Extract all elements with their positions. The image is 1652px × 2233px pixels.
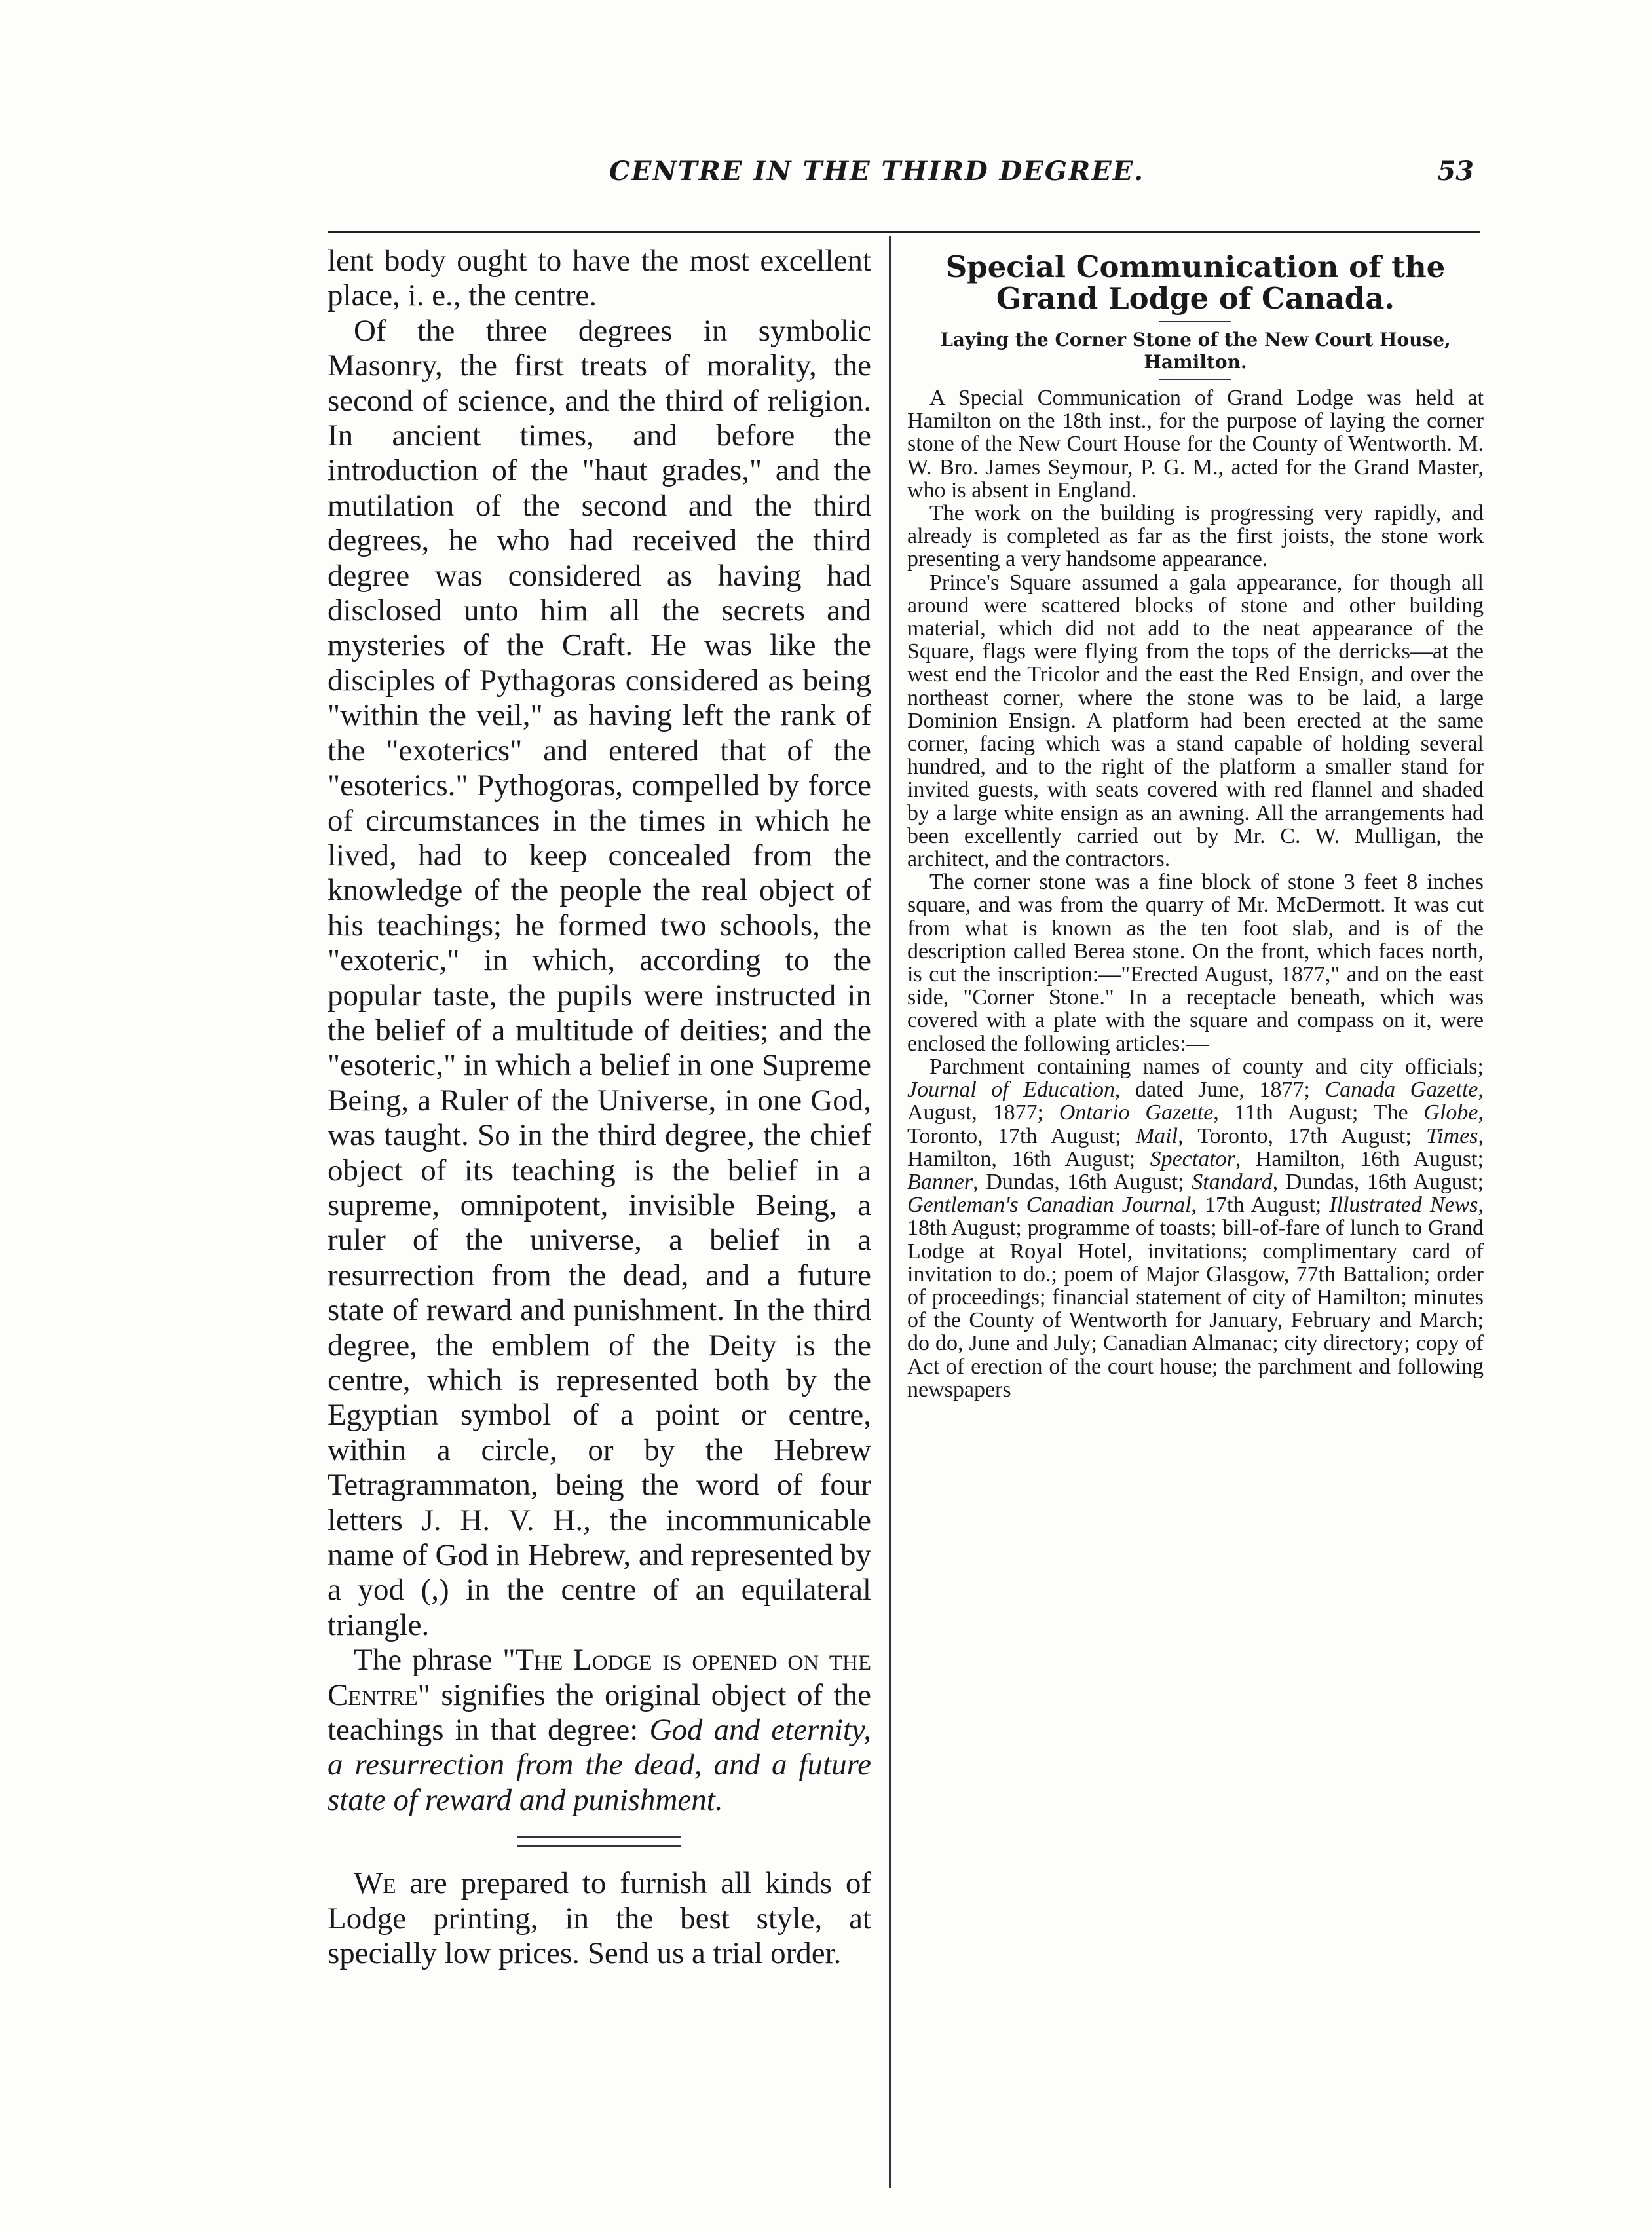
right-paragraph-5: [907, 1055, 1484, 1401]
left-p3-rest: " signifies the original object of the teachings in that degree:: [328, 1678, 871, 1748]
article-title: Special Communication of the Grand Lodge of Canada.: [945, 250, 1446, 316]
p5-t: Gentleman's Canadian Journal: [907, 1193, 1192, 1218]
left-p3-lead: The phrase ": [354, 1643, 516, 1678]
p5-w: , 18th August; programme of toasts; bill-of-fare of lunch to Grand Lodge at Royal Hotel, invitations; complimentary card of invitation to do.; poem of Major Glasgow, 77th Battalion; order of proceedings; financial statement of city of Hamilton; minutes of the County of Wentworth for January, February and March; do do, June and July; Canadian Almanac; city directory; copy of Act of erection of the court house; the parchment and following newspapers: [907, 1193, 1484, 1402]
column-divider: [889, 236, 891, 2188]
subtitle-rule: [1159, 379, 1231, 380]
left-paragraph-1: lent body ought to have the most excellent place, i. e., the centre.: [328, 244, 871, 313]
running-title: CENTRE IN THE THIRD DEGREE.: [609, 156, 1145, 187]
left-p3-smallcaps: The Lodge is opened on the Centre: [328, 1643, 871, 1712]
p5-p: Banner: [907, 1169, 973, 1194]
header-rule: [328, 231, 1480, 233]
p5-m: , Hamilton, 16th August;: [907, 1123, 1484, 1171]
right-paragraph-1: A Special Communication of Grand Lodge was held at Hamilton on the 18th inst., for the purpose of laying the corner stone of the New Court House for the County of Wentworth. M. W. Bro. James Seymour, P. G. M., acted for the Grand Master, who is absent in England.: [907, 386, 1484, 502]
printing-notice: [328, 1866, 871, 1971]
p5-c: , dated June, 1877;: [1115, 1078, 1325, 1102]
p5-o: , Hamilton, 16th August;: [1235, 1146, 1484, 1171]
notice-text: are prepared to furnish all kinds of Lodge printing, in the best style, at specially low prices. Send us a trial order.: [328, 1866, 871, 1971]
p5-i: , Toronto, 17th August;: [907, 1100, 1484, 1148]
notice-smallcaps: We: [354, 1866, 396, 1901]
right-column: [907, 244, 1484, 2196]
p5-g: , 11th August; The: [1213, 1100, 1424, 1125]
p5-a: Parchment containing names of county and city officials;: [929, 1054, 1484, 1079]
p5-q: , Dundas, 16th August;: [973, 1169, 1192, 1194]
left-paragraph-2: Of the three degrees in symbolic Masonry, the first treats of morality, the second of science, and the third of religion. In ancient times, and before the introduction of the "haut grades," and the mutilation of the second and the third degrees, he who had received the third degree was considered as having had disclosed unto him all the secrets and mysteries of the Craft. He was like the disciples of Pythagoras considered as being "within the veil," as having left the rank of the "exoterics" and entered that of the "esoterics." Pythogoras, compelled by force of circumstances in the times in which he lived, had to keep concealed from the knowledge of the people the real object of his teachings; he formed two schools, the "exoteric," in which, according to the popular taste, the pupils were instructed in the belief of a multitude of deities; and the "esoteric," in which a belief in one Supreme Being, a Ruler of the Universe, in one God, was taught. So in the third degree, the chief object of its teaching is the belief in a supreme, omnipotent, invisible Being, a ruler of the universe, a belief in a resurrection from the dead, and a future state of reward and punishment. In the third degree, the emblem of the Deity is the centre, which is represented both by the Egyptian symbol of a point or centre, within a circle, or by the Hebrew Tetragrammaton, being the word of four letters J. H. V. H., the incommunicable name of God in Hebrew, and represented by a yod (,) in the centre of an equilateral triangle.: [328, 313, 871, 1642]
p5-r: Standard: [1192, 1169, 1273, 1194]
left-p3-italic: God and eternity, a resurrection from the dead, and a future state of reward and punishment.: [328, 1713, 871, 1817]
p5-b: Journal of Education: [907, 1078, 1115, 1102]
p5-s: , Dundas, 16th August;: [1272, 1169, 1484, 1194]
p5-l: Times: [1426, 1123, 1478, 1148]
p5-k: , Toronto, 17th August;: [1178, 1123, 1427, 1148]
p5-f: Ontario Gazette: [1059, 1100, 1214, 1125]
section-double-rule: [517, 1836, 681, 1847]
title-rule: [1159, 321, 1231, 322]
p5-v: Illustrated News: [1329, 1193, 1478, 1218]
right-paragraph-2: The work on the building is progressing very rapidly, and already is completed as far as the first joists, the stone work presenting a very handsome appearance.: [907, 501, 1484, 572]
p5-u: , 17th August;: [1191, 1193, 1330, 1218]
left-column: [328, 244, 871, 2196]
page-header: [321, 143, 1487, 202]
right-paragraph-4: The corner stone was a fine block of stone 3 feet 8 inches square, and was from the quarry of Mr. McDermott. It was cut from what is known as the ten foot slab, and is of the description called Berea stone. On the front, which faces north, is cut the inscription:—"Erected August, 1877," and on the east side, "Corner Stone." In a receptacle beneath, which was covered with a plate with the square and compass on it, were enclosed the following articles:—: [907, 870, 1484, 1056]
page-number: 53: [1437, 156, 1474, 187]
p5-e: , August, 1877;: [907, 1078, 1484, 1125]
p5-n: Spectator: [1150, 1146, 1235, 1171]
left-paragraph-3: [328, 1643, 871, 1818]
p5-h: Globe: [1423, 1100, 1478, 1125]
right-paragraph-3: Prince's Square assumed a gala appearance, for though all around were scattered blocks of stone and other building material, which did not add to the neat appearance of the Square, flags were flying from the tops of the derricks—at the west end the Tricolor and the east the Red Ensign, and over the northeast corner, where the stone was to be laid, a large Dominion Ensign. A platform had been erected at the same corner, facing which was a stand capable of holding several hundred, and to the right of the platform a smaller stand for invited guests, with seats covered with red flannel and shaded by a large white ensign as an awning. All the arrangements had been excellently carried out by Mr. C. W. Mulligan, the architect, and the contractors.: [907, 570, 1484, 872]
p5-d: Canada Gazette: [1324, 1078, 1478, 1102]
article-subtitle: Laying the Corner Stone of the New Court House, Hamilton.: [940, 329, 1451, 373]
p5-j: Mail: [1135, 1123, 1178, 1148]
